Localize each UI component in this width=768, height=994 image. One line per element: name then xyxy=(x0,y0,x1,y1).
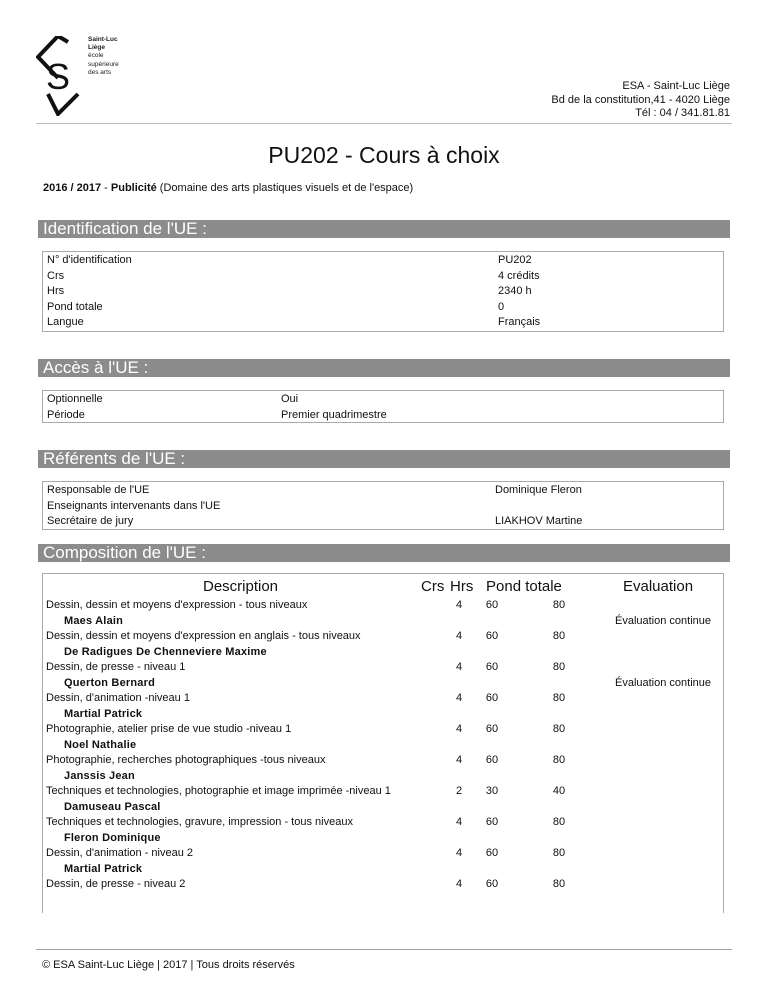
course-name: Photographie, recherches photographiques -tous niveaux xyxy=(46,754,326,766)
section-heading-acces: Accès à l'UE : xyxy=(38,359,730,377)
contact-block xyxy=(551,80,730,121)
logo-line: supérieure xyxy=(88,60,119,68)
info-value: 4 crédits xyxy=(498,269,540,282)
footer-divider xyxy=(36,949,732,950)
course-crs: 4 xyxy=(455,878,463,890)
course-row xyxy=(43,815,723,831)
course-name: Dessin, d'animation -niveau 1 xyxy=(46,692,190,704)
logo-text xyxy=(88,36,119,77)
course-teacher: De Radigues De Chenneviere Maxime xyxy=(64,645,267,658)
course-pond: 40 xyxy=(552,785,566,797)
course-row xyxy=(43,722,723,738)
info-label: Optionnelle xyxy=(47,393,103,405)
course-name: Dessin, de presse - niveau 2 xyxy=(46,878,186,890)
column-header-evaluation: Evaluation xyxy=(623,578,694,595)
course-row xyxy=(43,598,723,614)
domain-text: (Domaine des arts plastiques visuels et de l'espace) xyxy=(156,182,414,194)
course-crs: 4 xyxy=(455,847,463,859)
course-crs: 2 xyxy=(455,785,463,797)
section-heading-referents: Référents de l'UE : xyxy=(38,450,730,468)
logo-line: école xyxy=(88,52,104,60)
course-crs: 4 xyxy=(455,661,463,673)
course-crs: 4 xyxy=(455,754,463,766)
teacher-row xyxy=(43,800,723,816)
column-header-description: Description xyxy=(203,578,279,595)
course-crs: 4 xyxy=(455,816,463,828)
info-value: Dominique Fleron xyxy=(495,484,582,496)
teacher-row xyxy=(43,862,723,878)
info-value: Français xyxy=(498,316,541,328)
footer-copyright: © ESA Saint-Luc Liège | 2017 | Tous droits réservés xyxy=(42,959,295,971)
info-value: 2340 h xyxy=(498,285,532,297)
course-name: Techniques et technologies, gravure, impression - tous niveaux xyxy=(46,816,353,828)
composition-box xyxy=(42,573,724,913)
page-subtitle: 2016 / 2017 - Publicité (Domaine des arts plastiques visuels et de l'espace) xyxy=(43,182,414,194)
contact-phone: Tél : 04 / 341.81.81 xyxy=(635,107,730,119)
info-label: N° d'identification xyxy=(47,254,132,266)
info-value: PU202 xyxy=(498,254,532,266)
course-pond: 80 xyxy=(552,878,566,890)
course-hrs: 60 xyxy=(485,847,499,859)
teacher-row xyxy=(43,707,723,723)
identification-box xyxy=(42,251,724,332)
academic-year: 2016 / 2017 xyxy=(43,182,102,194)
course-hrs: 60 xyxy=(485,661,499,673)
course-teacher: Martial Patrick xyxy=(64,707,143,720)
info-value: Premier quadrimestre xyxy=(281,408,387,421)
teacher-row xyxy=(43,738,723,754)
course-pond: 80 xyxy=(552,599,566,611)
info-value: Oui xyxy=(281,393,299,405)
column-header-crs: Crs xyxy=(421,578,445,595)
course-hrs: 60 xyxy=(485,599,499,611)
course-row xyxy=(43,660,723,676)
logo-chevron-icon xyxy=(36,36,80,116)
course-crs: 4 xyxy=(455,599,463,611)
course-crs: 4 xyxy=(455,630,463,642)
section-heading-composition: Composition de l'UE : xyxy=(38,544,730,562)
header-divider xyxy=(36,123,732,124)
info-row xyxy=(43,315,723,331)
course-pond: 80 xyxy=(552,630,566,642)
info-row xyxy=(43,269,723,285)
info-label: Langue xyxy=(47,316,84,328)
course-name: Techniques et technologies, photographie et image imprimée -niveau 1 xyxy=(46,785,391,797)
info-row xyxy=(43,514,723,530)
course-teacher: Damuseau Pascal xyxy=(64,800,161,813)
course-hrs: 60 xyxy=(485,692,499,704)
course-hrs: 60 xyxy=(485,754,499,766)
course-pond: 80 xyxy=(552,754,566,766)
teacher-row xyxy=(43,769,723,785)
course-hrs: 60 xyxy=(485,816,499,828)
referents-box xyxy=(42,481,724,530)
course-row xyxy=(43,784,723,800)
course-teacher: Martial Patrick xyxy=(64,862,143,875)
column-header-hrs: Hrs xyxy=(450,578,474,595)
acces-box xyxy=(42,390,724,423)
course-pond: 80 xyxy=(552,723,566,735)
teacher-row xyxy=(43,676,723,692)
course-pond: 80 xyxy=(552,692,566,704)
teacher-row xyxy=(43,614,723,630)
course-teacher: Querton Bernard xyxy=(64,676,156,689)
info-row xyxy=(43,499,723,515)
course-row xyxy=(43,877,723,893)
section-heading-identification: Identification de l'UE : xyxy=(38,220,730,238)
course-name: Dessin, d'animation - niveau 2 xyxy=(46,847,194,859)
info-label: Période xyxy=(47,408,85,421)
course-hrs: 30 xyxy=(485,785,499,797)
course-row xyxy=(43,691,723,707)
course-evaluation: Évaluation continue xyxy=(614,614,711,627)
course-pond: 80 xyxy=(552,816,566,828)
course-row xyxy=(43,629,723,645)
logo-line: Liège xyxy=(88,44,105,52)
course-name: Photographie, atelier prise de vue studio -niveau 1 xyxy=(46,723,292,735)
info-row xyxy=(43,483,723,499)
course-evaluation: Évaluation continue xyxy=(614,676,711,689)
info-row xyxy=(43,300,723,316)
logo-line: des arts xyxy=(88,68,112,76)
section-name: Publicité xyxy=(110,182,157,194)
course-row xyxy=(43,753,723,769)
teacher-row xyxy=(43,645,723,661)
course-hrs: 60 xyxy=(485,878,499,890)
course-hrs: 60 xyxy=(485,723,499,735)
info-row xyxy=(43,284,723,300)
info-label: Hrs xyxy=(47,285,65,297)
course-hrs: 60 xyxy=(485,630,499,642)
info-row xyxy=(43,408,723,424)
course-pond: 80 xyxy=(552,661,566,673)
info-label: Responsable de l'UE xyxy=(47,484,150,496)
course-teacher: Noel Nathalie xyxy=(64,738,137,751)
info-label: Enseignants intervenants dans l'UE xyxy=(47,499,221,512)
info-value: LIAKHOV Martine xyxy=(495,515,583,527)
course-crs: 4 xyxy=(455,723,463,735)
info-label: Secrétaire de jury xyxy=(47,515,134,527)
course-crs: 4 xyxy=(455,692,463,704)
info-label: Pond totale xyxy=(47,300,103,313)
logo-letter: S xyxy=(45,56,71,97)
logo-line: Saint-Luc xyxy=(88,36,118,43)
info-value: 0 xyxy=(498,300,505,313)
teacher-row xyxy=(43,831,723,847)
column-header-pond: Pond totale xyxy=(486,578,562,595)
info-label: Crs xyxy=(47,269,65,282)
info-row xyxy=(43,392,723,408)
page-title: PU202 - Cours à choix xyxy=(268,142,500,168)
contact-name: ESA - Saint-Luc Liège xyxy=(622,80,730,92)
course-name: Dessin, de presse - niveau 1 xyxy=(46,661,186,673)
contact-address: Bd de la constitution,41 - 4020 Liège xyxy=(551,93,730,106)
course-teacher: Fleron Dominique xyxy=(64,831,161,844)
course-teacher: Maes Alain xyxy=(64,614,124,627)
course-row xyxy=(43,846,723,862)
school-logo xyxy=(36,36,80,121)
course-name: Dessin, dessin et moyens d'expression - tous niveaux xyxy=(46,599,308,611)
info-row xyxy=(43,253,723,269)
course-name: Dessin, dessin et moyens d'expression en anglais - tous niveaux xyxy=(46,630,361,642)
course-teacher: Janssis Jean xyxy=(64,769,135,782)
course-pond: 80 xyxy=(552,847,566,859)
